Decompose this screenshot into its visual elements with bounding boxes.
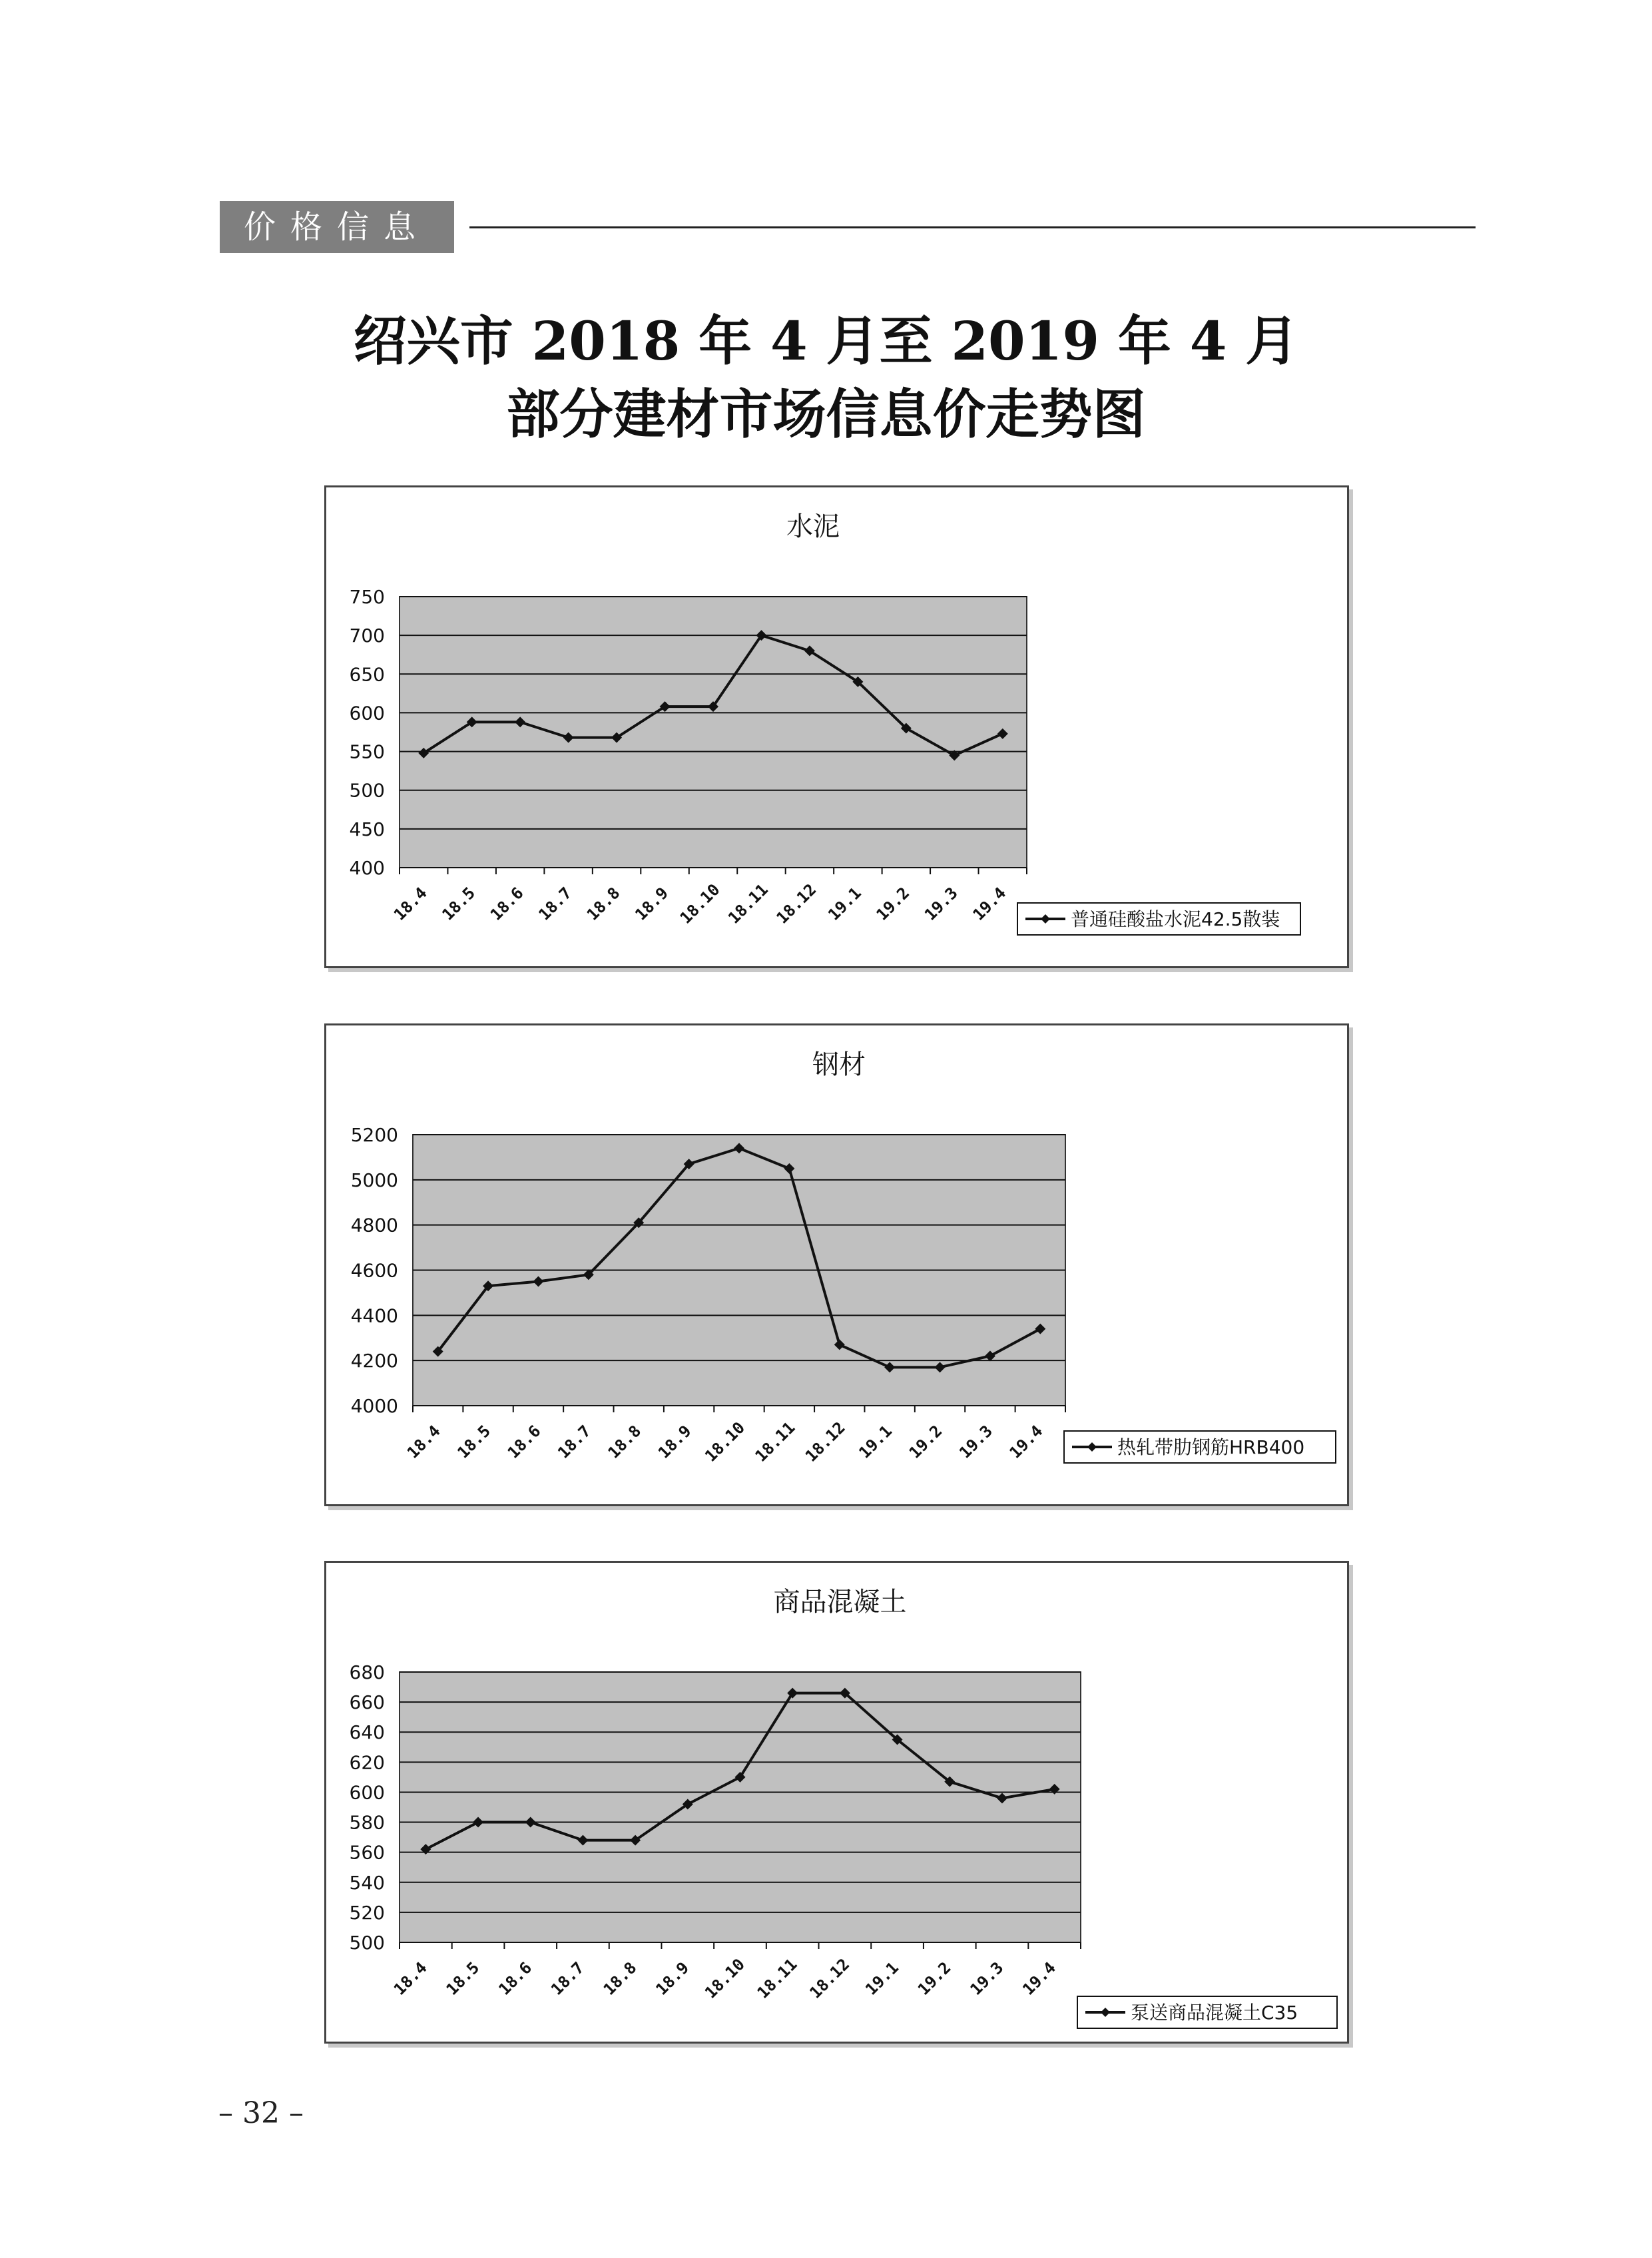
- chart-title: 商品混凝土: [773, 1587, 907, 1617]
- x-tick-label: 18.5: [453, 1422, 495, 1462]
- section-label: 价格信息: [220, 201, 454, 253]
- x-tick-label: 18.5: [442, 1958, 483, 1999]
- x-tick-label: 19.1: [855, 1422, 896, 1462]
- x-tick-label: 18.8: [583, 884, 624, 924]
- y-tick-label: 500: [349, 779, 385, 802]
- y-tick-label: 4800: [350, 1214, 398, 1237]
- x-tick-label: 19.4: [1019, 1958, 1059, 1999]
- steel-chart: [324, 1023, 1349, 1506]
- y-tick-label: 450: [349, 818, 385, 840]
- y-tick-label: 600: [349, 1781, 385, 1804]
- legend-label: 泵送商品混凝土C35: [1131, 2002, 1298, 2024]
- y-tick-label: 500: [349, 1932, 385, 1954]
- x-tick-label: 18.12: [801, 1418, 849, 1466]
- header-rule: [469, 226, 1476, 228]
- page-title-line-1: 绍兴市 2018 年 4 月至 2019 年 4 月: [353, 310, 1299, 372]
- x-tick-label: 18.12: [772, 880, 820, 928]
- y-tick-label: 4000: [350, 1395, 398, 1417]
- page-title-line-2: 部分建材市场信息价走势图: [506, 383, 1146, 445]
- x-tick-label: 18.7: [535, 884, 576, 924]
- x-tick-label: 19.3: [956, 1422, 996, 1462]
- x-tick-label: 18.10: [701, 1418, 749, 1466]
- y-tick-label: 580: [349, 1811, 385, 1834]
- y-tick-label: 640: [349, 1721, 385, 1744]
- x-tick-label: 19.1: [824, 884, 865, 924]
- x-tick-label: 18.4: [390, 884, 431, 924]
- x-tick-label: 18.11: [724, 880, 772, 928]
- x-tick-label: 18.9: [652, 1958, 693, 1999]
- steel-chart-svg: [326, 1025, 1347, 1504]
- x-tick-label: 18.4: [390, 1958, 431, 1999]
- y-tick-label: 400: [349, 857, 385, 879]
- x-tick-label: 19.2: [872, 884, 914, 924]
- y-tick-label: 560: [349, 1841, 385, 1864]
- concrete-chart-svg: [326, 1563, 1347, 2042]
- x-tick-label: 18.8: [604, 1422, 645, 1462]
- y-tick-label: 4400: [350, 1304, 398, 1327]
- page-number: – 32 –: [218, 2096, 304, 2130]
- x-tick-label: 18.12: [806, 1954, 854, 2002]
- y-tick-label: 620: [349, 1751, 385, 1774]
- plot-area: [400, 1672, 1081, 1942]
- y-tick-label: 680: [349, 1661, 385, 1683]
- x-tick-label: 19.3: [966, 1958, 1007, 1999]
- concrete-chart: [324, 1561, 1349, 2044]
- y-tick-label: 5200: [350, 1124, 398, 1146]
- x-tick-label: 18.9: [631, 884, 672, 924]
- x-tick-label: 18.6: [495, 1958, 536, 1999]
- x-tick-label: 19.3: [921, 884, 962, 924]
- y-tick-label: 520: [349, 1901, 385, 1924]
- x-tick-label: 18.7: [554, 1422, 595, 1462]
- x-tick-label: 18.7: [547, 1958, 588, 1999]
- chart-title: 钢材: [812, 1049, 866, 1080]
- x-tick-label: 18.6: [486, 884, 527, 924]
- x-tick-label: 18.6: [503, 1422, 545, 1462]
- legend-label: 普通硅酸盐水泥42.5散装: [1071, 908, 1280, 930]
- y-tick-label: 650: [349, 663, 385, 686]
- x-tick-label: 19.1: [862, 1958, 902, 1999]
- legend-label: 热轧带肋钢筋HRB400: [1117, 1436, 1305, 1458]
- y-tick-label: 550: [349, 740, 385, 763]
- x-tick-label: 19.2: [914, 1958, 955, 1999]
- y-tick-label: 750: [349, 586, 385, 608]
- x-tick-label: 19.4: [969, 884, 1010, 924]
- x-tick-label: 19.2: [905, 1422, 946, 1462]
- chart-title: 水泥: [786, 511, 840, 542]
- x-tick-label: 18.10: [701, 1954, 748, 2002]
- x-tick-label: 18.9: [654, 1422, 695, 1462]
- x-tick-label: 18.11: [753, 1954, 801, 2002]
- y-tick-label: 5000: [350, 1169, 398, 1191]
- x-tick-label: 18.4: [404, 1422, 444, 1462]
- plot-area: [400, 597, 1027, 868]
- y-tick-label: 4200: [350, 1350, 398, 1372]
- y-tick-label: 4600: [350, 1259, 398, 1282]
- y-tick-label: 700: [349, 625, 385, 647]
- x-tick-label: 18.8: [599, 1958, 641, 1999]
- x-tick-label: 18.10: [676, 880, 724, 928]
- x-tick-label: 19.4: [1005, 1422, 1047, 1462]
- y-tick-label: 540: [349, 1871, 385, 1894]
- y-tick-label: 660: [349, 1691, 385, 1714]
- cement-chart: [324, 485, 1349, 968]
- cement-chart-svg: [326, 487, 1347, 966]
- x-tick-label: 18.11: [751, 1418, 799, 1466]
- x-tick-label: 18.5: [438, 884, 479, 924]
- y-tick-label: 600: [349, 702, 385, 724]
